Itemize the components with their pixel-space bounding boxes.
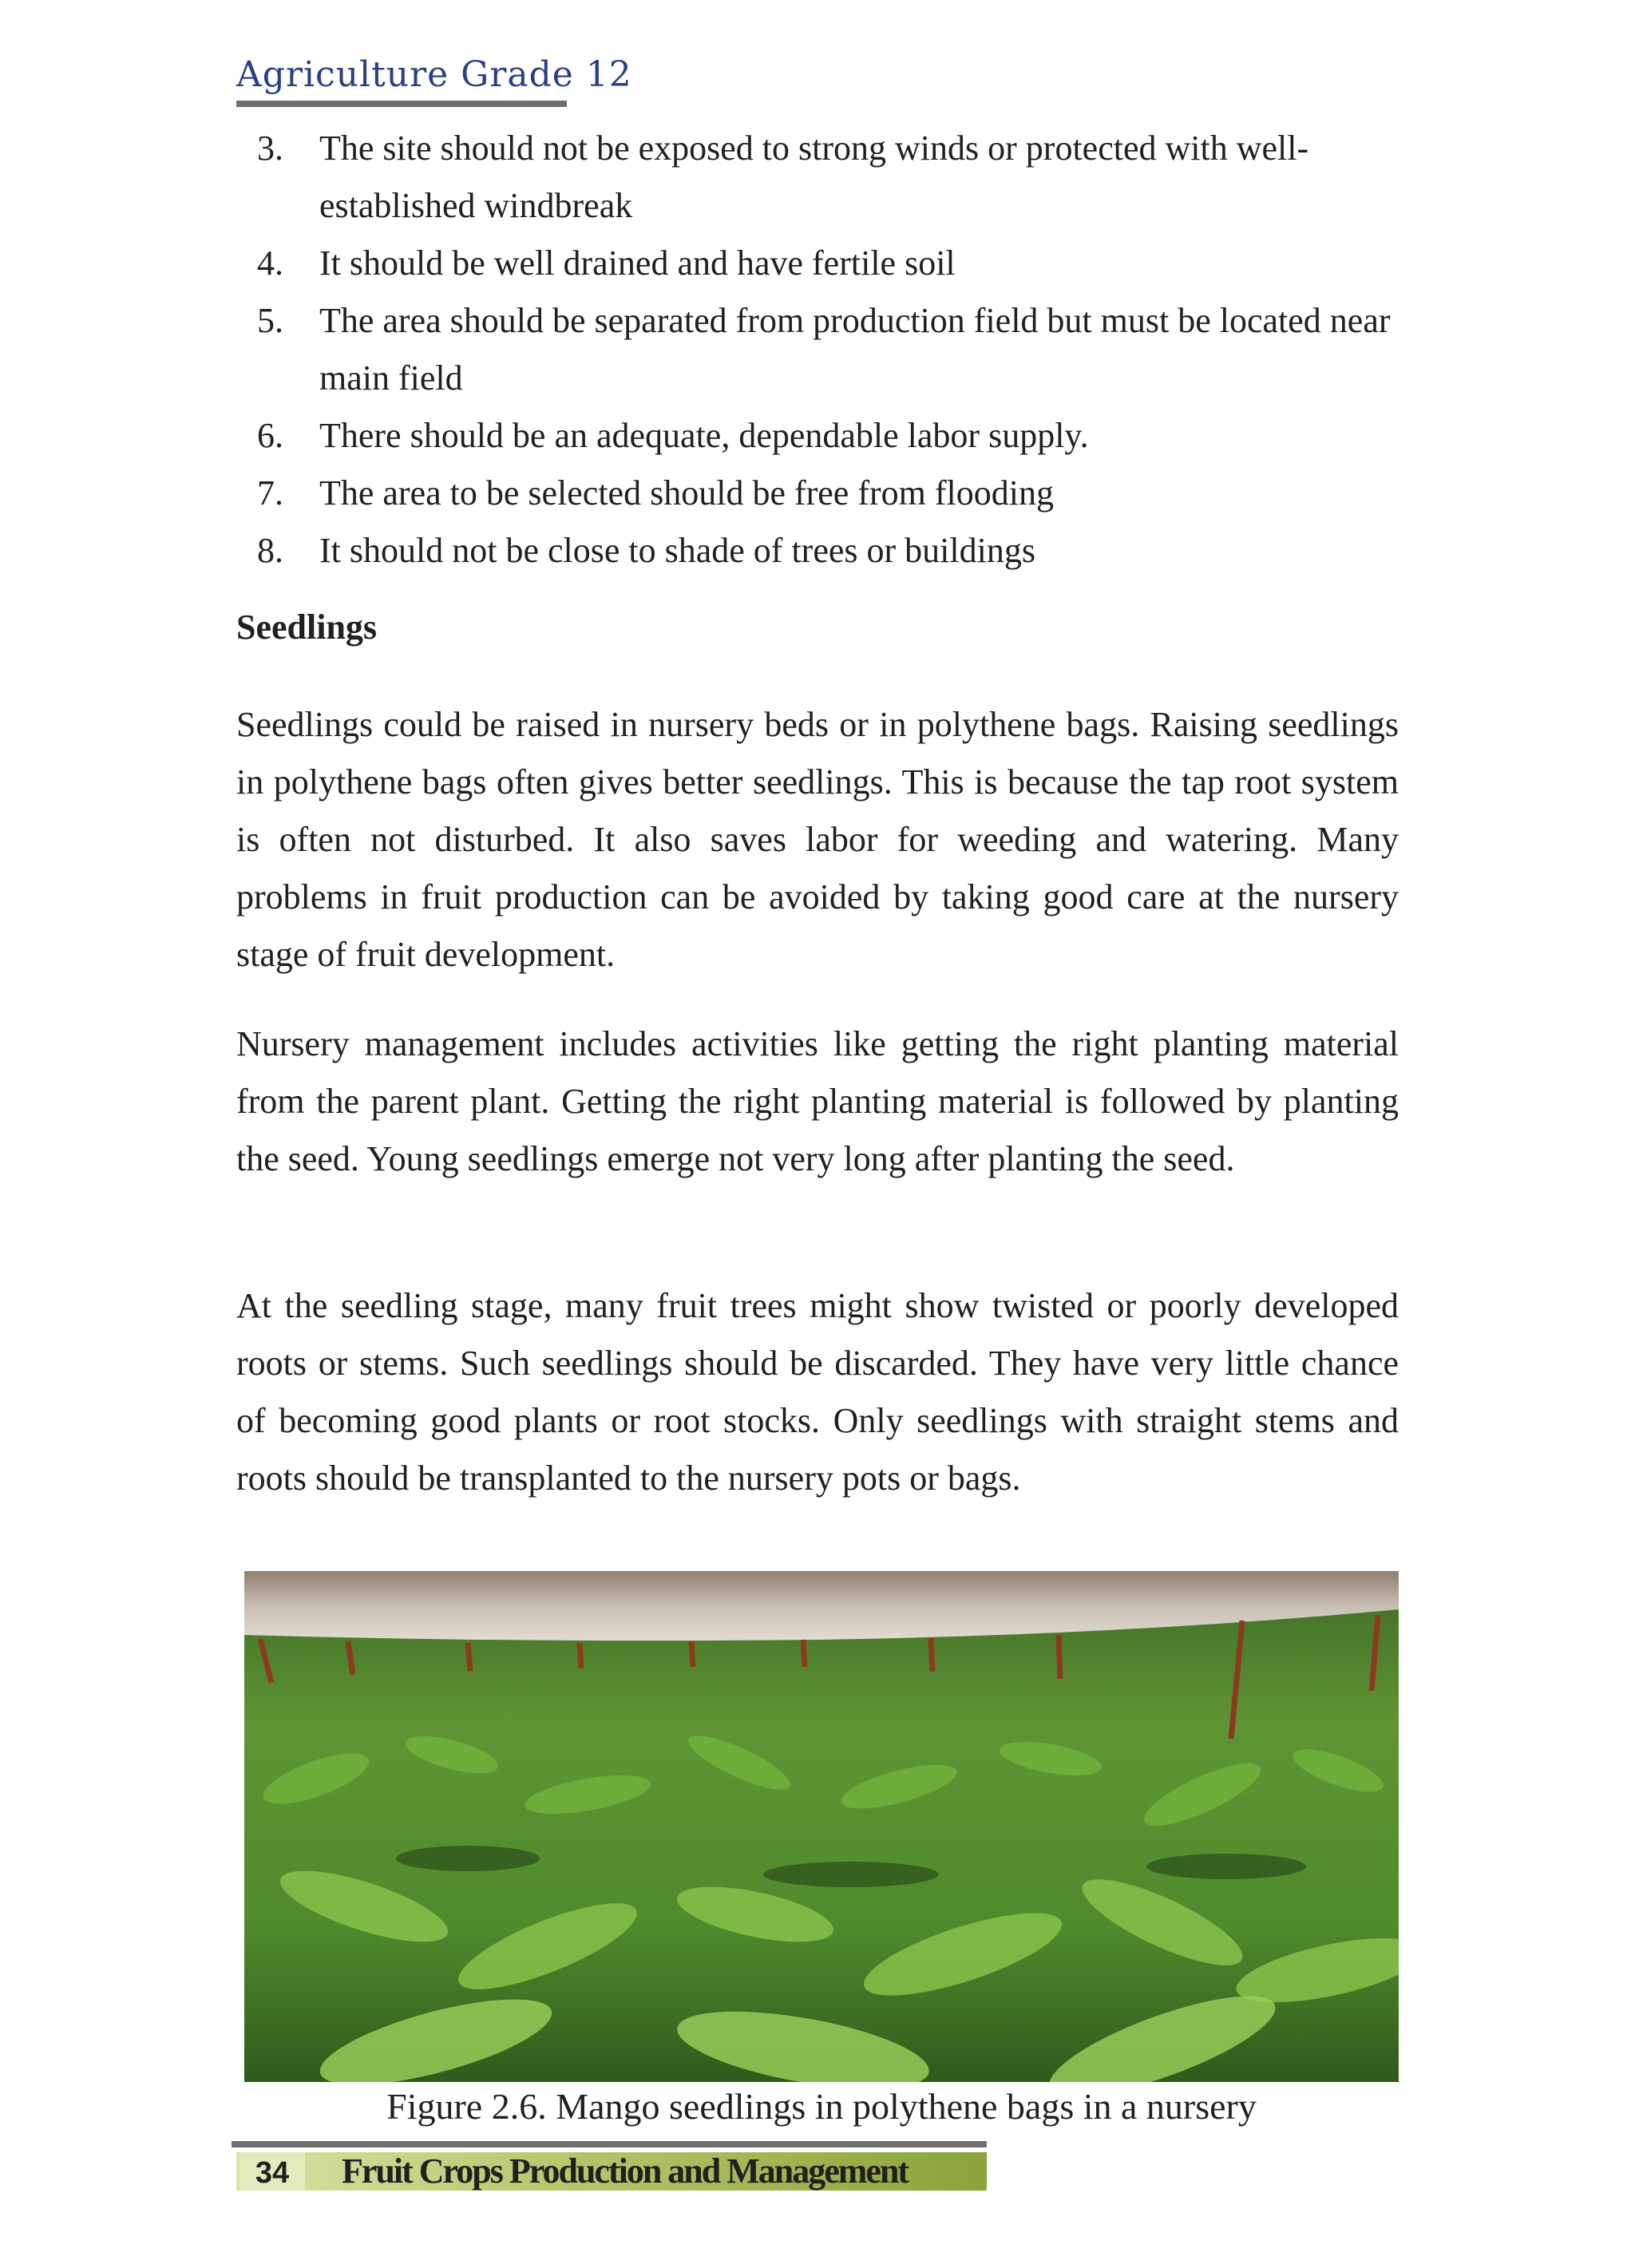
list-item <box>257 522 1407 580</box>
footer-rule <box>232 2141 987 2147</box>
footer-title: Fruit Crops Production and Management <box>342 2151 909 2191</box>
list-item <box>257 465 1407 522</box>
list-text: The area to be selected should be free from flooding <box>319 473 1054 513</box>
header-rule <box>236 101 567 107</box>
list-text: The site should not be exposed to strong winds or protected with well-established windbreak <box>319 129 1309 225</box>
list-text: The area should be separated from production field but must be located near main field <box>319 301 1391 398</box>
paragraph: Nursery management includes activities like getting the right planting material from the parent plant. Getting the right planting material is followed by planting the seed. Young seedlings emerge not very long after planting the seed. <box>236 1024 1399 1178</box>
paragraph: Seedlings could be raised in nursery beds or in polythene bags. Raising seedlings in polythene bags often gives better seedlings. This is because the tap root system is often not disturbed. It also saves labor for weeding and watering. Many problems in fruit production can be avoided by taking good care at the nursery stage of fruit development. <box>236 705 1399 974</box>
list-text: It should not be close to shade of trees or buildings <box>319 531 1035 570</box>
running-header: Agriculture Grade 12 <box>236 54 632 95</box>
list-number: 8. <box>257 531 283 570</box>
list-item <box>257 292 1407 407</box>
list-number: 6. <box>257 416 283 455</box>
list-text: It should be well drained and have fertile soil <box>319 243 956 283</box>
figure-caption: Figure 2.6. Mango seedlings in polythene bags in a nursery <box>386 2086 1257 2127</box>
list-number: 5. <box>257 301 283 340</box>
list-number: 7. <box>257 473 283 513</box>
list-text: There should be an adequate, dependable labor supply. <box>319 416 1089 455</box>
list-number: 4. <box>257 243 283 283</box>
paragraph: At the seedling stage, many fruit trees might show twisted or poorly developed roots or stems. Such seedlings should be discarded. They have very little chance of becoming good plants or root stocks. Only seedlings with straight stems and roots should be transplanted to the nursery pots or bags. <box>236 1286 1399 1498</box>
nursery-photo <box>244 1571 1399 2082</box>
list-number: 3. <box>257 129 283 168</box>
list-item <box>257 407 1407 465</box>
list-item <box>257 235 1407 292</box>
page-number: 34 <box>240 2152 305 2191</box>
list-item <box>257 120 1407 235</box>
site-requirements-list <box>257 120 1407 580</box>
section-heading: Seedlings <box>236 608 378 647</box>
